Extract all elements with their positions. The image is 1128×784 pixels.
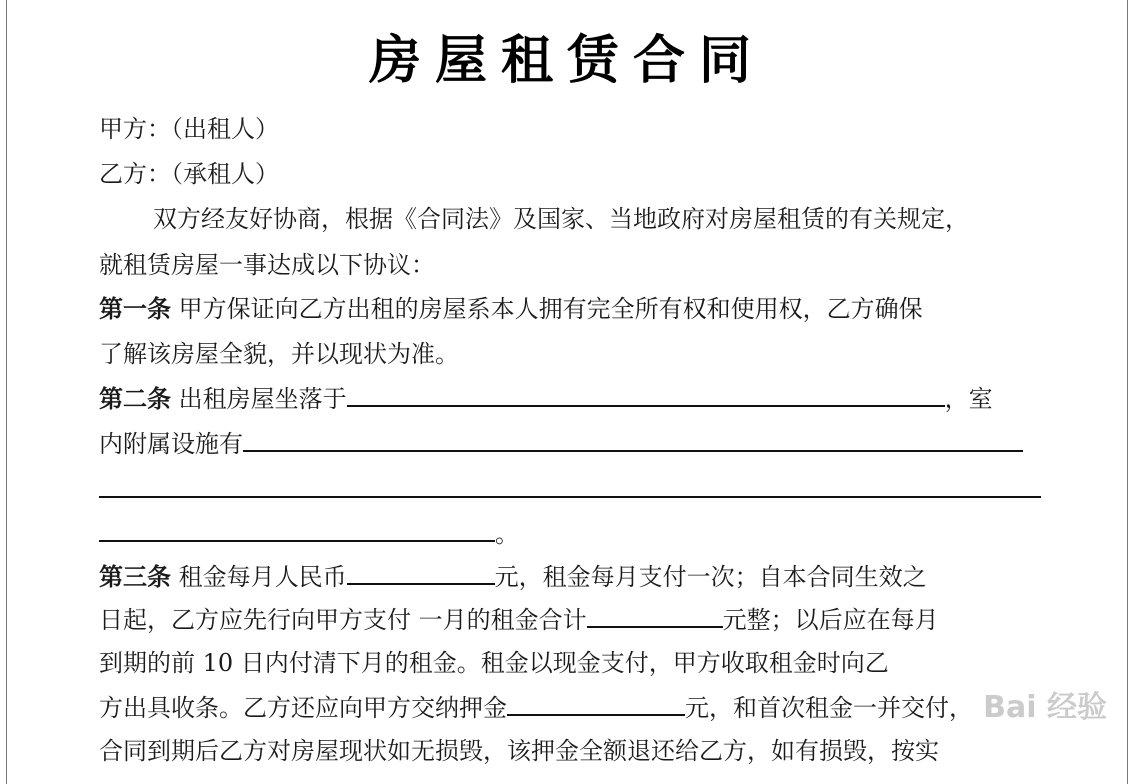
article-1-text-1: 甲方保证向乙方出租的房屋系本人拥有完全所有权和使用权，乙方确保 xyxy=(178,295,923,323)
party-b-line: 乙方：（承租人） xyxy=(99,160,279,188)
article-3-line-2 xyxy=(99,604,939,635)
rent-amount-blank xyxy=(347,561,495,585)
party-a-line: 甲方：（出租人） xyxy=(99,115,279,143)
article-1-heading: 第一条 xyxy=(99,295,171,323)
article-3-text-4b: 元，和首次租金一并交付， xyxy=(685,694,973,722)
article-3-line-3: 到期的前 10 日内付清下月的租金。租金以现金支付，甲方收取租金时向乙 xyxy=(99,649,889,677)
article-2-line-2 xyxy=(99,428,1023,459)
article-2-line-1-end: ，室 xyxy=(944,385,993,413)
page-title: 房屋租赁合同 xyxy=(368,31,765,91)
facilities-label: 内附属设施有 xyxy=(99,430,243,458)
intro-line-2: 就租赁房屋一事达成以下协议： xyxy=(99,251,435,279)
watermark-logo: Bai 经验 xyxy=(983,690,1107,725)
article-3-line-4 xyxy=(99,692,973,723)
contract-page xyxy=(6,0,1128,784)
article-2-line-1 xyxy=(99,383,993,414)
intro-line-1: 双方经友好协商，根据《合同法》及国家、当地政府对房屋租赁的有关规定， xyxy=(153,205,969,233)
article-3-text-2b: 元整；以后应在每月 xyxy=(722,606,939,634)
article-2-location-label: 出租房屋坐落于 xyxy=(178,385,347,413)
deposit-blank xyxy=(507,692,685,716)
article-2-line-4 xyxy=(99,518,519,549)
article-3-text-1a: 租金每月人民币 xyxy=(178,563,347,591)
article-3-line-5: 合同到期后乙方对房屋现状如无损毁，该押金全额退还给乙方，如有损毁，按实 xyxy=(99,737,939,765)
article-3-heading: 第三条 xyxy=(99,563,171,591)
article-2-heading: 第二条 xyxy=(99,385,171,413)
article-3-text-4a: 方出具收条。乙方还应向甲方交纳押金 xyxy=(99,694,507,722)
facilities-blank xyxy=(243,428,1023,452)
article-3-line-1 xyxy=(99,561,927,592)
facilities-blank-line-2 xyxy=(99,496,1041,498)
article-3-text-1b: 元，租金每月支付一次；自本合同生效之 xyxy=(494,563,927,591)
article-1-line-2: 了解该房屋全貌，并以现状为准。 xyxy=(99,340,459,368)
first-rent-blank xyxy=(587,604,723,628)
article-1-line-1 xyxy=(99,294,923,324)
article-3-text-2a: 日起，乙方应先行向甲方支付 一月的租金合计 xyxy=(99,606,587,634)
location-blank xyxy=(347,383,945,407)
facilities-blank-line-3 xyxy=(99,518,495,542)
article-2-end-mark: 。 xyxy=(495,520,519,548)
